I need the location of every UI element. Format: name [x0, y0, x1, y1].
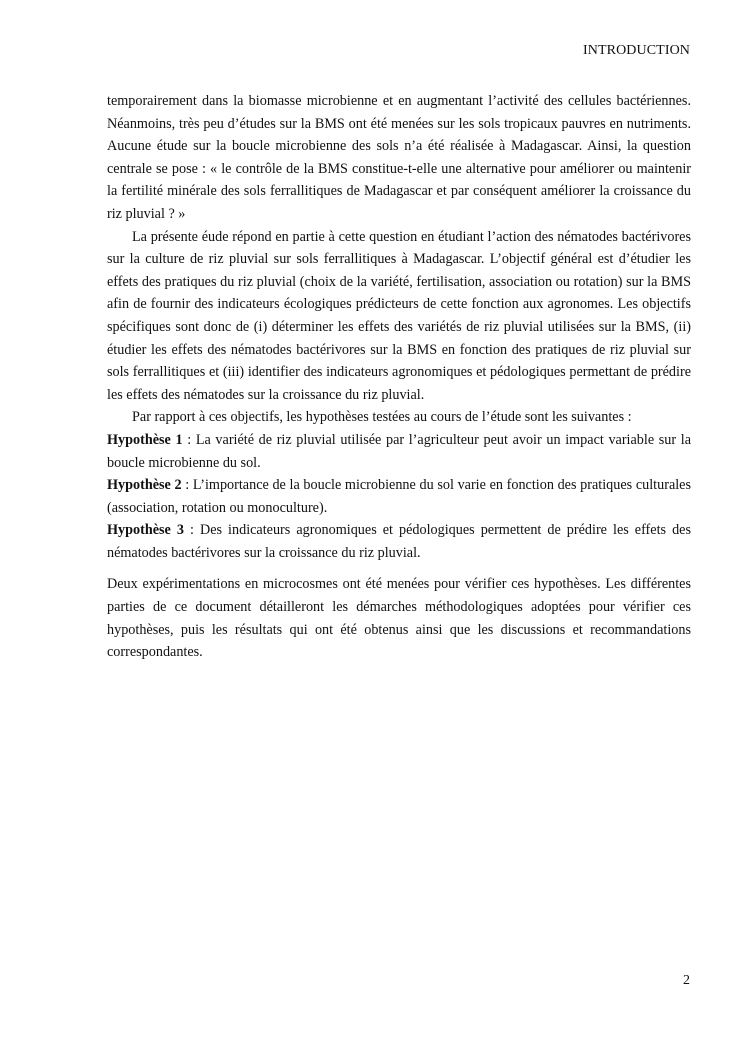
- hypothesis-3-text: : Des indicateurs agronomiques et pédologiques permettent de prédire les effets des nématodes bactérivores sur la croissance du riz pluvial.: [107, 522, 691, 561]
- paragraph-continuation: temporairement dans la biomasse microbienne et en augmentant l’activité des cellules bactériennes. Néanmoins, très peu d’études sur la BMS ont été menées sur les sols tropicaux pauvres en nutriments. Aucune étude sur la boucle microbienne des sols n’a été réalisée à Madagascar. Ainsi, la question centrale se pose : « le contrôle de la BMS constitue-t-elle une alternative pour améliorer ou maintenir la fertilité minérale des sols ferrallitiques de Madagascar et par conséquent améliorer la croissance du riz pluvial ? »: [107, 93, 691, 222]
- running-header: INTRODUCTION: [583, 43, 690, 58]
- hypothesis-1-label: Hypothèse 1: [107, 431, 183, 448]
- hypothesis-1-text: : La variété de riz pluvial utilisée par l’agriculteur peut avoir un impact variable sur la boucle microbienne du sol.: [107, 431, 691, 471]
- hypothesis-3: [107, 519, 691, 564]
- hypothesis-1: [107, 429, 691, 474]
- hypothesis-3-label: Hypothèse 3: [107, 522, 184, 539]
- hypothesis-2: [107, 474, 691, 519]
- hypothesis-2-label: Hypothèse 2: [107, 477, 182, 494]
- paragraph-hypotheses-intro: Par rapport à ces objectifs, les hypothèses testées au cours de l’étude sont les suivantes :: [132, 409, 632, 426]
- paragraph-study-objectives: La présente éude répond en partie à cette question en étudiant l’action des nématodes bactérivores sur la culture de riz pluvial sur sols ferrallitiques à Madagascar. L’objectif général est d’étudier les effets des pratiques du riz pluvial (choix de la variété, fertilisation, association ou rotation) sur la BMS afin de fournir des indicateurs écologiques prédicteurs de cette fonction aux agronomes. Les objectifs spécifiques sont donc de (i) déterminer les effets des variétés de riz pluvial utilisées sur la BMS, (ii) étudier les effets des nématodes bactérivores sur la BMS en fonction des pratiques de riz pluvial sur sols ferrallitiques et (iii) identifier des indicateurs agronomiques et pédologiques permettant de prédire les effets des nématodes sur la croissance du riz pluvial.: [107, 228, 691, 403]
- hypothesis-2-text: : L’importance de la boucle microbienne du sol varie en fonction des pratiques culturales (association, rotation ou monoculture).: [107, 477, 691, 516]
- page-number: 2: [683, 973, 690, 988]
- paragraph-conclusion: Deux expérimentations en microcosmes ont été menées pour vérifier ces hypothèses. Les différentes parties de ce document détailleront les démarches méthodologiques adoptées pour vérifier ces hypothèses, puis les résultats qui ont été obtenus ainsi que les discussions et recommandations correspondantes.: [107, 576, 691, 661]
- body-text: [107, 90, 691, 664]
